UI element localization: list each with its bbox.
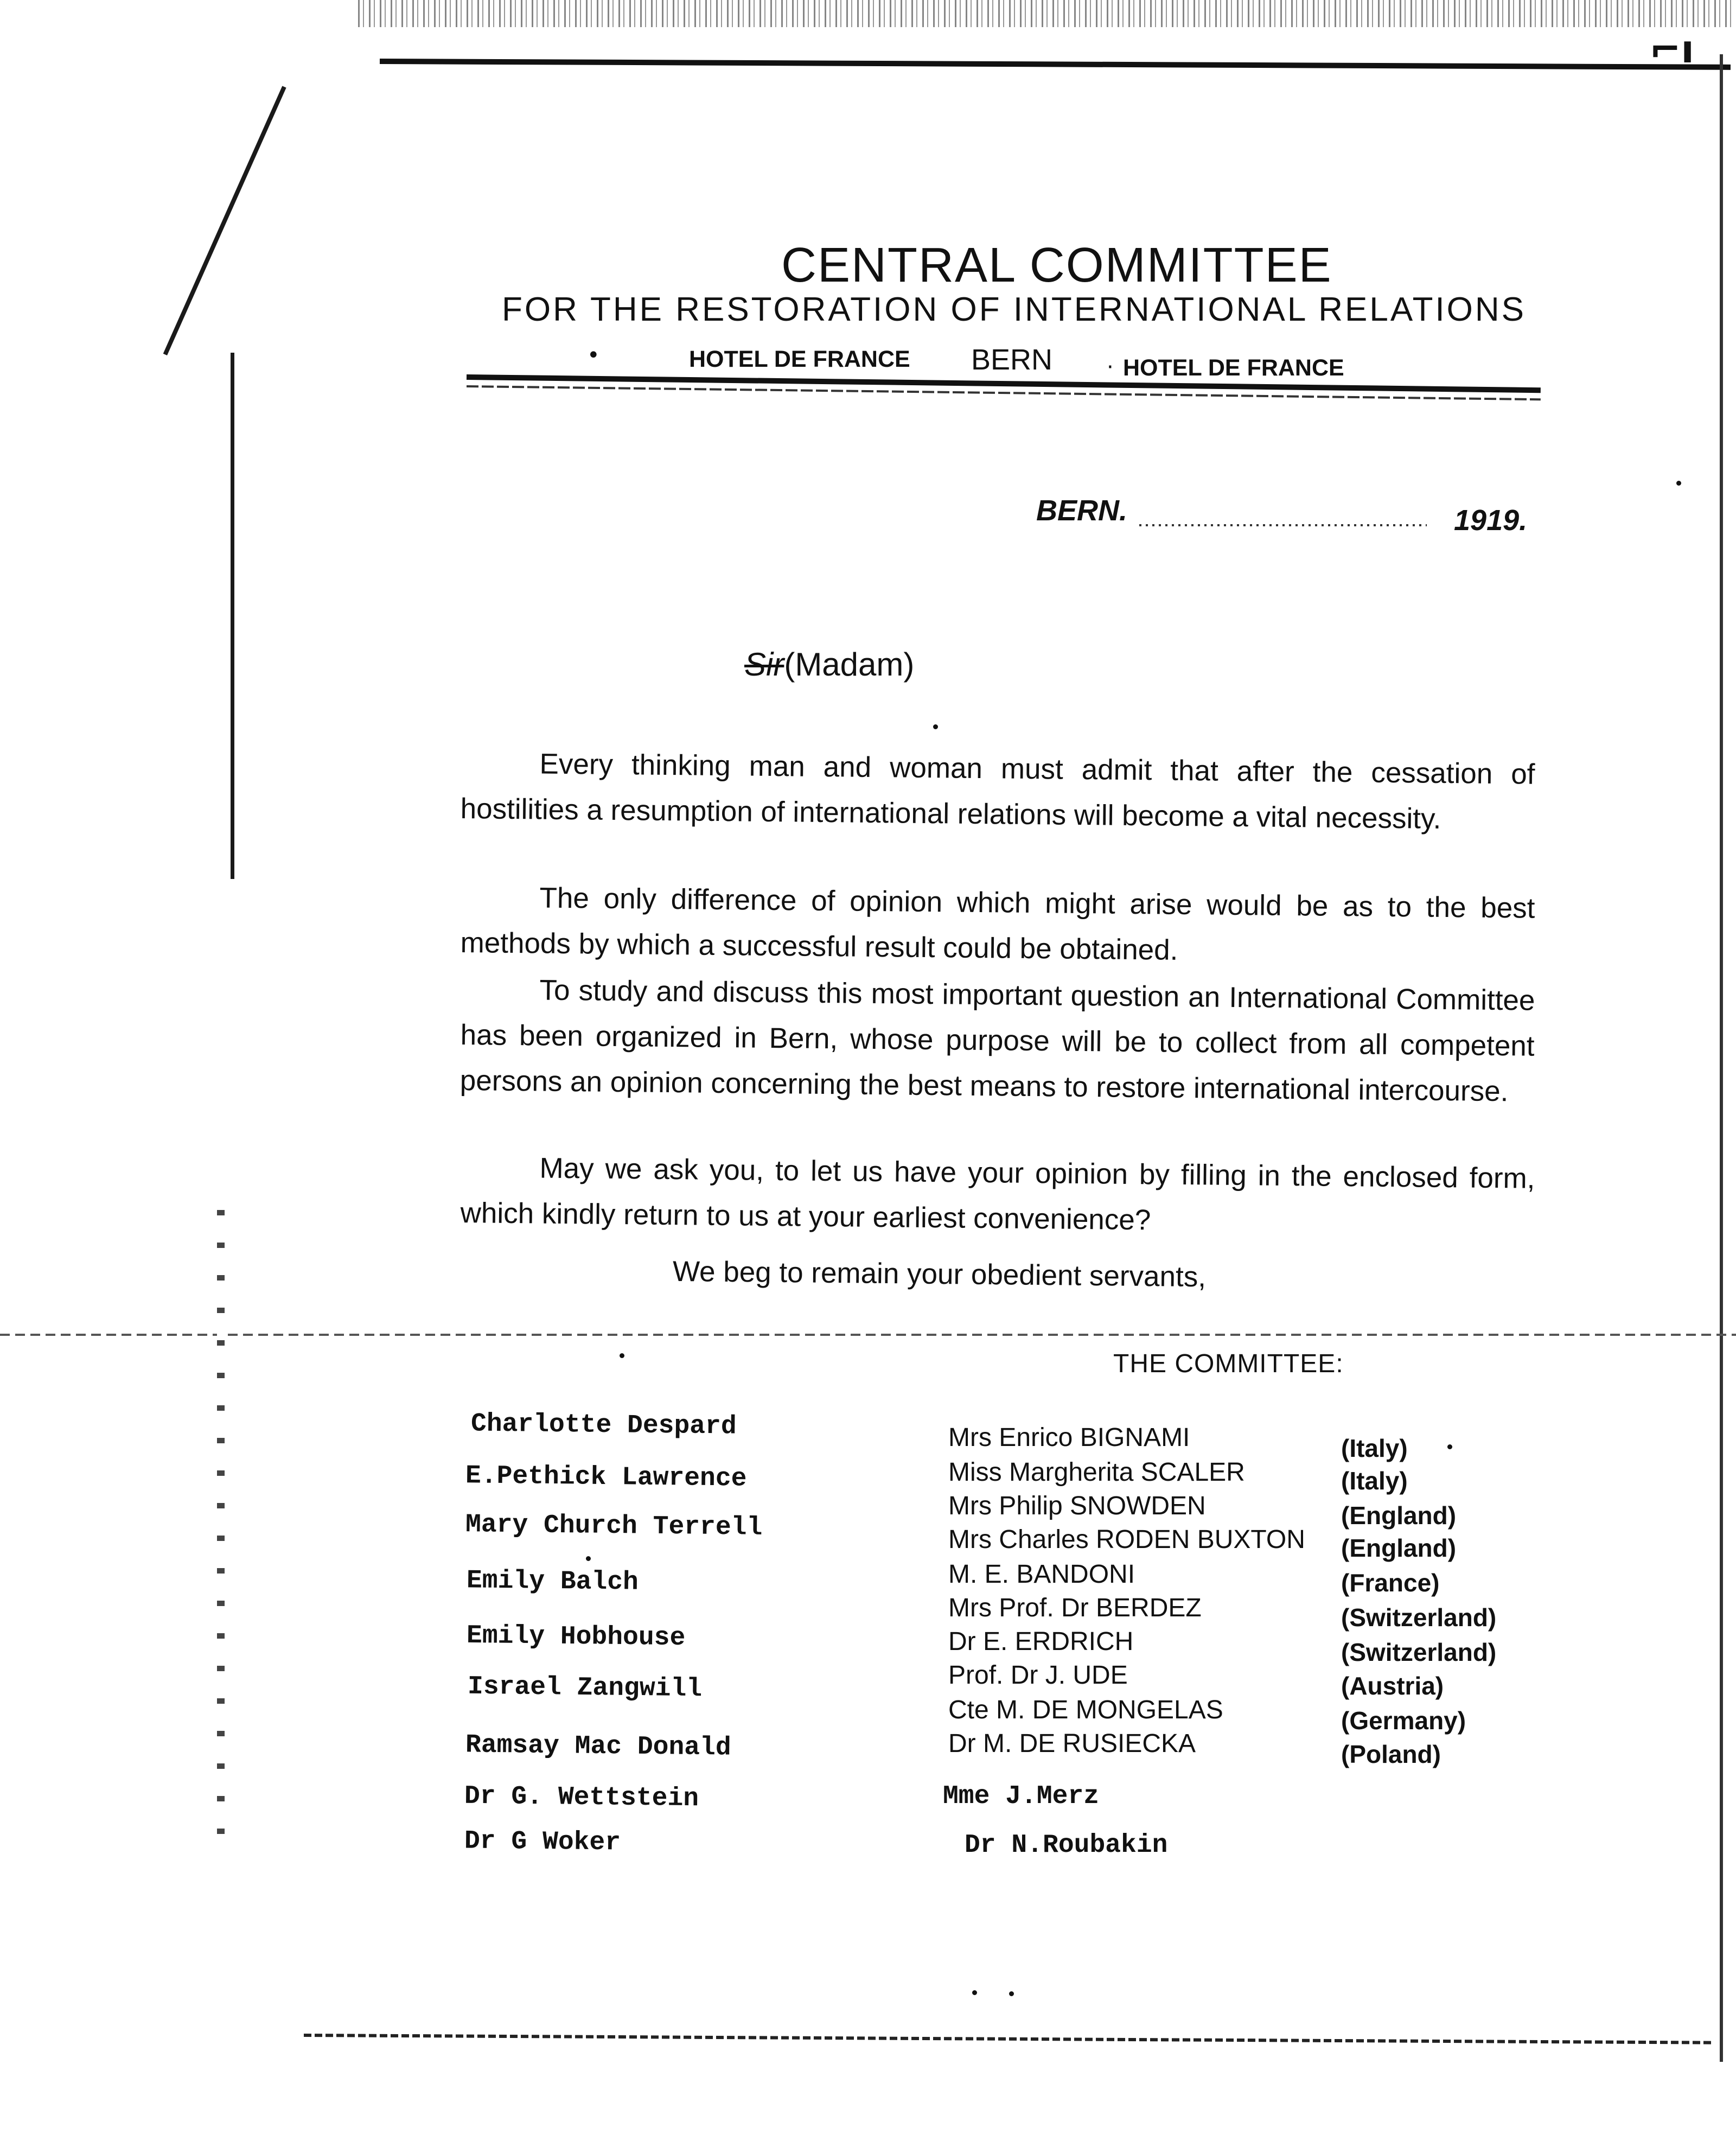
salutation — [744, 646, 914, 683]
page-border-right — [1720, 54, 1723, 2062]
member-country: (France) — [1341, 1569, 1440, 1597]
typed-signatory: Mme J.Merz — [943, 1782, 1100, 1811]
scan-marks-left — [217, 1210, 225, 1861]
page-border-left — [231, 353, 234, 879]
salutation-struck: Sir — [744, 646, 784, 683]
typed-signatory: Dr N.Roubakin — [965, 1831, 1168, 1860]
scan-speck — [586, 1556, 591, 1561]
corner-mark: ⌐ı — [1649, 27, 1694, 72]
scan-speck — [1009, 1991, 1014, 1996]
member-name: Mrs Enrico BIGNAMI — [948, 1423, 1190, 1452]
member-country: (Germany) — [1341, 1706, 1466, 1735]
scan-speck — [972, 1990, 977, 1995]
letterhead-bullet: • — [587, 343, 600, 368]
typed-signatory: Israel Zangwill — [467, 1672, 703, 1704]
typed-signatory: Emily Balch — [466, 1566, 639, 1597]
date-year: 1919. — [1454, 504, 1528, 537]
scan-speck — [933, 724, 938, 729]
member-name: Dr M. DE RUSIECKA — [948, 1729, 1196, 1758]
member-country: (Italy) — [1341, 1467, 1408, 1495]
letterhead-address-right: HOTEL DE FRANCE — [1123, 355, 1344, 381]
member-country: (Switzerland) — [1341, 1638, 1497, 1666]
scan-speck — [1676, 481, 1681, 486]
letterhead-bullet: · — [1107, 355, 1114, 380]
member-name: M. E. BANDONI — [948, 1560, 1135, 1589]
salutation-text: (Madam) — [784, 646, 915, 683]
fold-line — [0, 1334, 1736, 1336]
member-name: Mrs Philip SNOWDEN — [948, 1492, 1206, 1520]
page-border-top — [380, 59, 1731, 70]
typed-signatory: Charlotte Despard — [470, 1409, 737, 1442]
page-border-bottom — [304, 2034, 1714, 2044]
member-country: (England) — [1341, 1534, 1457, 1562]
committee-heading: THE COMMITTEE: — [1113, 1349, 1344, 1378]
member-name: Miss Margherita SCALER — [948, 1458, 1245, 1487]
member-name: Cte M. DE MONGELAS — [948, 1696, 1223, 1724]
body-paragraph-4: May we ask you, to let us have your opinion by filling in the enclosed form, which kindly return to us at your earliest convenience? — [460, 1152, 1535, 1237]
letterhead-address-city: BERN — [971, 343, 1053, 376]
member-name: Mrs Charles RODEN BUXTON — [948, 1525, 1305, 1554]
date-city: BERN. — [1036, 494, 1128, 527]
member-country: (England) — [1341, 1501, 1457, 1530]
body-paragraph-2: The only difference of opinion which might arise would be as to the best methods by which a successful result could be obtained. — [460, 882, 1535, 966]
member-country: (Poland) — [1341, 1740, 1441, 1768]
member-name: Prof. Dr J. UDE — [948, 1661, 1128, 1690]
member-name: Mrs Prof. Dr BERDEZ — [948, 1594, 1202, 1622]
typed-signatory: Ramsay Mac Donald — [465, 1730, 731, 1763]
scan-speck — [620, 1353, 624, 1358]
date-fill-line — [1139, 524, 1427, 526]
letterhead-title: CENTRAL COMMITTEE — [781, 238, 1332, 292]
typed-signatory: E.Pethick Lawrence — [465, 1461, 747, 1494]
typed-signatory: Mary Church Terrell — [465, 1510, 763, 1543]
member-name: Dr E. ERDRICH — [948, 1627, 1134, 1656]
member-country: (Switzerland) — [1341, 1603, 1497, 1632]
typed-signatory: Dr G Woker — [464, 1826, 621, 1858]
body-paragraph-3: To study and discuss this most important question an International Committee has been organized in Bern, whose purpose will be to collect from all competent persons an opinion concerning the best means to restore international intercourse. — [459, 974, 1535, 1108]
letterhead-rule — [467, 374, 1541, 393]
page-border-diagonal — [163, 86, 286, 355]
member-country: (Italy) — [1341, 1434, 1408, 1462]
typed-signatory: Dr G. Wettstein — [464, 1781, 699, 1814]
body-paragraph-1: Every thinking man and woman must admit that after the cessation of hostilities a resumption of international relations will become a vital necessity. — [460, 748, 1535, 835]
letterhead-subtitle: FOR THE RESTORATION OF INTERNATIONAL RELATIONS — [502, 291, 1527, 328]
letterhead-address-left: HOTEL DE FRANCE — [689, 346, 910, 372]
scan-speck — [1447, 1444, 1452, 1449]
scan-noise-top — [358, 0, 1736, 27]
member-country: (Austria) — [1341, 1672, 1444, 1700]
typed-signatory: Emily Hobhouse — [466, 1621, 686, 1653]
closing-line: We beg to remain your obedient servants, — [672, 1255, 1207, 1294]
